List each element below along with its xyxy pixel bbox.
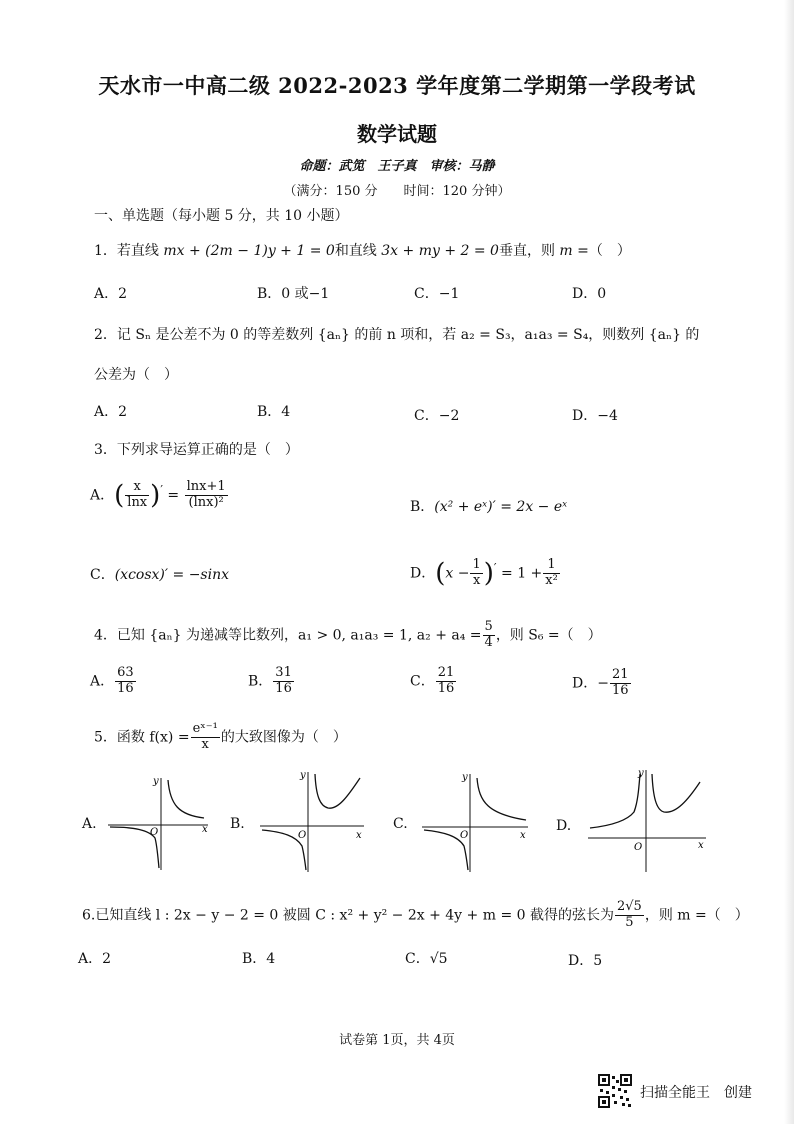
graph-c-curve-right [477,778,526,820]
q4-d-sign: − [597,675,609,692]
q4-frac [483,620,495,651]
q1-option-c: C．−1 [414,286,460,302]
q2-option-c: C．−2 [414,408,460,424]
graph-d-y-label: y [638,768,644,779]
exam-title: 天水市一中高二级 2022-2023 学年度第二学期第一学段考试 [98,73,696,98]
q5-number: 5． [94,729,117,746]
q4-frac-den: 4 [484,634,493,650]
q4-a-frac [115,666,136,697]
graph-a-origin: O [150,827,159,838]
question-4 [94,620,602,651]
q2-option-b: B．4 [257,404,291,420]
graph-b-x-label: x [356,830,362,841]
q6-text-b: ，则 m =（ ） [644,907,749,924]
q4-text-a: 已知 {aₙ} 为递减等比数列，a₁ > 0, a₁a₃ = 1, a₂ + a₄ = [116,627,482,644]
graph-d-x-label: x [698,840,704,851]
q4-b-frac [273,666,294,697]
q1-text-a: 若直线 [116,243,159,259]
q4-a-num: 63 [117,665,134,680]
graph-d-curve-left [590,774,640,828]
q3-a-frac-left [125,480,149,511]
q6-option-a: A．2 [78,951,112,967]
q5-graph-d [586,766,710,874]
q1-eq1: mx + (2m − 1)y + 1 = 0 [163,243,335,259]
question-2 [94,324,699,344]
q3-d-frac-1 [470,558,482,589]
q3-a-den-left: lnx [127,494,148,510]
q2-number: 2． [94,327,117,343]
qr-code-icon [598,1074,632,1108]
q3-d-paren-close: ) [483,558,494,589]
q2-line1: 记 Sₙ 是公差不为 0 的等差数列 {aₙ} 的前 n 项和，若 a₂ = S₃，a₁a₃ = S₄，则数列 {aₙ} 的 [116,327,700,343]
q6-frac [615,900,644,931]
q4-frac-num: 5 [484,619,493,634]
q3-text: 下列求导运算正确的是（ ） [116,442,299,458]
q5-graph-a [104,770,216,872]
q5-text-a: 函数 f(x) = [116,729,190,746]
q3-d-mid: = 1 + [501,565,543,582]
q4-d-frac [610,668,631,699]
q4-c-label: C． [410,673,435,690]
q4-a-den: 16 [117,680,134,696]
q3-d-pre: x − [445,565,470,582]
q2-option-a: A．2 [94,404,128,420]
q4-c-num: 21 [437,665,455,680]
q5-frac-num: eˣ⁻¹ [192,721,218,736]
q3-d-label: D． [410,565,436,582]
q1-blank: （ ） [588,243,631,259]
graph-d-origin: O [634,842,643,853]
q5-frac-den: x [201,736,209,752]
q6-option-b: B．4 [242,951,276,967]
q1-eq3: m = [559,243,589,259]
question-5 [94,722,347,753]
graph-a-curve-right [168,780,204,818]
q3-option-c [90,564,229,584]
graph-b-y-label: y [300,770,306,781]
exam-meta: （满分：150 分 时间：120 分钟） [283,184,511,199]
q4-a-label: A． [90,673,115,690]
q1-option-d: D．0 [572,286,607,302]
scanner-watermark: 扫描全能王 创建 [640,1085,752,1101]
q4-option-d [572,668,632,699]
graph-b-origin: O [298,830,307,841]
q2-line2: 公差为（ ） [94,367,178,383]
exam-subtitle: 数学试题 [357,122,437,146]
q4-d-label: D． [572,675,598,692]
q3-b-expr: (x² + eˣ)′ = 2x − eˣ [434,499,568,515]
q6-option-d: D．5 [568,953,603,969]
q1-text-c: 垂直，则 [498,243,555,259]
q6-text-a: 已知直线 l : 2x − y − 2 = 0 被圆 C : x² + y² − 2x + 4y + m = 0 截得的弦长为 [95,907,614,924]
q3-b-label: B． [410,499,435,515]
q3-number: 3． [94,442,117,458]
q3-d-paren-open: ( [435,558,446,589]
q4-b-den: 16 [275,680,292,696]
q4-number: 4． [94,627,117,644]
q4-d-num: 21 [611,667,629,682]
q3-c-expr: (xcosx)′ = −sinx [114,567,230,583]
exam-authors: 命题：武笕 王子真 审核：马静 [299,159,495,174]
q6-number: 6. [82,907,96,924]
graph-a-x-label: x [202,824,208,835]
q4-d-den: 16 [611,682,629,698]
question-1 [94,240,631,260]
graph-a-y-label: y [153,776,159,787]
graph-b-curve-right [315,774,360,808]
graph-c-y-label: y [462,772,468,783]
q5-option-a-label: A. [82,816,97,832]
q1-text-b: 和直线 [334,243,377,259]
q4-option-b [248,666,295,697]
q1-option-a: A．2 [94,286,128,302]
q3-option-b [410,496,567,516]
q3-a-paren-close: ) [150,480,161,511]
q6-frac-den: 5 [625,914,634,930]
section-heading: 一、单选题（每小题 5 分，共 10 小题） [94,208,349,224]
q3-option-a: A．( $\frac{x}{\ln x}$ )′ = $\frac{\ln x+1}{\text{(lnx)²}}$ [90,479,226,511]
q3-option-d: D．(x − $\frac{1}{x}$ )′ = 1 + $\frac{1}{\text{x²}}$ [410,557,558,589]
q3-d-frac1-den: x [472,572,481,588]
q3-a-den-right: (lnx)² [188,494,224,510]
q4-c-den: 16 [437,680,455,696]
q2-option-d: D．−4 [572,408,618,424]
graph-d-curve-right [652,774,700,812]
q5-graph-c [420,770,532,874]
q4-b-num: 31 [275,665,292,680]
q4-option-c [410,666,457,697]
q4-option-a [90,666,137,697]
q3-d-frac2-num: 1 [543,558,560,574]
q5-option-b-label: B. [230,816,245,832]
q3-d-frac2-den: x² [545,572,558,588]
q3-a-frac-right [185,480,228,511]
q3-a-label: A． [90,487,115,504]
q5-frac [191,722,220,753]
question-6 [82,900,749,931]
q5-text-b: 的大致图像为（ ） [220,729,347,746]
page-footer: 试卷第 1页，共 4页 [339,1033,455,1048]
q3-d-frac-2 [543,558,560,589]
graph-c-x-label: x [520,830,526,841]
q1-option-b: B．0 或−1 [257,286,330,302]
q3-d-frac1-num: 1 [472,557,481,572]
q4-text-b: ，则 S₆ =（ ） [495,627,602,644]
q4-b-label: B． [248,673,273,690]
q1-eq2: 3x + my + 2 = 0 [381,243,499,259]
q6-frac-num: 2√5 [617,899,642,914]
q6-option-c: C．√5 [405,951,448,967]
q4-c-frac [436,666,457,697]
q3-a-num-left: x [125,480,149,496]
q3-c-label: C． [90,567,115,583]
q5-option-c-label: C. [393,816,408,832]
q5-graph-b [258,766,370,874]
graph-c-origin: O [460,830,469,841]
q3-a-paren-open: ( [114,480,125,511]
q5-option-d-label: D. [556,818,572,834]
q1-number: 1． [94,243,117,259]
q3-a-num-right: lnx+1 [186,479,226,494]
question-3 [94,439,299,459]
